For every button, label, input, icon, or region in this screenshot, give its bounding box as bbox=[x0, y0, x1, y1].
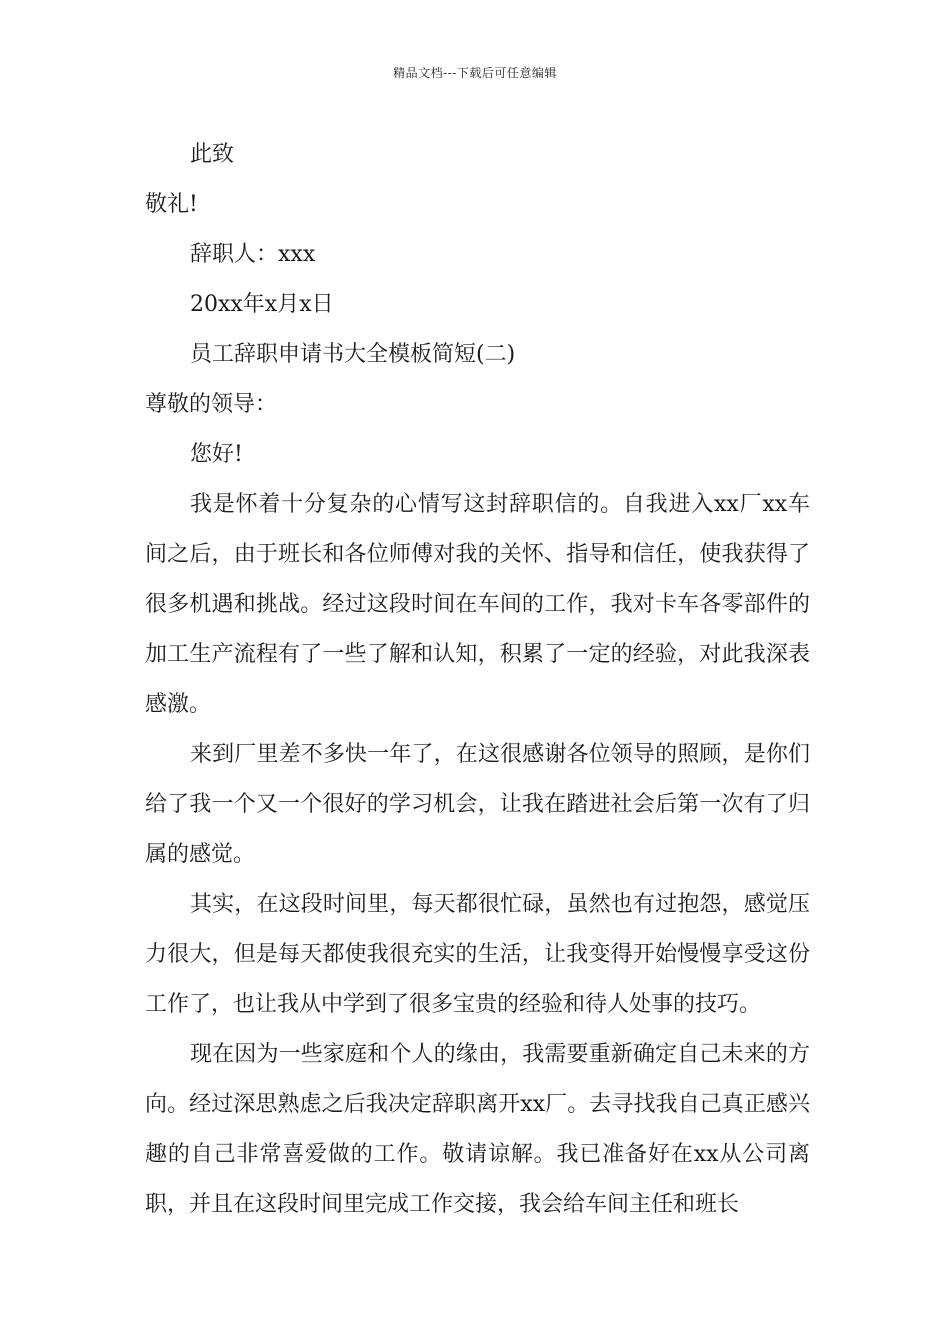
document-body bbox=[145, 130, 810, 1230]
closing-line: 此致 bbox=[190, 142, 235, 167]
letter-title: 员工辞职申请书大全模板简短(二) bbox=[190, 342, 516, 367]
date-line: 20xx年x月x日 bbox=[190, 292, 334, 317]
page-header: 精品文档---下载后可任意编辑 bbox=[393, 66, 557, 80]
signer-line: 辞职人：xxx bbox=[190, 242, 316, 267]
paragraph: 来到厂里差不多快一年了，在这很感谢各位领导的照顾，是你们给了我一个又一个很好的学习机会，让我在踏进社会后第一次有了归属的感觉。 bbox=[145, 742, 810, 867]
closing-salute: 敬礼! bbox=[145, 192, 198, 217]
paragraph: 其实，在这段时间里，每天都很忙碌，虽然也有过抱怨，感觉压力很大，但是每天都使我很充实的生活，让我变得开始慢慢享受这份工作了，也让我从中学到了很多宝贵的经验和待人处事的技巧。 bbox=[145, 892, 810, 1017]
paragraph: 现在因为一些家庭和个人的缘由，我需要重新确定自己未来的方向。经过深思熟虑之后我决定辞职离开xx厂。去寻找我自己真正感兴趣的自己非常喜爱做的工作。敬请谅解。我已准备好在xx从公司离职，并且在这段时间里完成工作交接，我会给车间主任和班长 bbox=[145, 1042, 810, 1217]
salutation: 尊敬的领导： bbox=[145, 392, 278, 417]
paragraph: 我是怀着十分复杂的心情写这封辞职信的。自我进入xx厂xx车间之后，由于班长和各位师傅对我的关怀、指导和信任，使我获得了很多机遇和挑战。经过这段时间在车间的工作，我对卡车各零部件的加工生产流程有了一些了解和认知，积累了一定的经验，对此我深表感激。 bbox=[145, 492, 810, 717]
greeting: 您好! bbox=[190, 442, 243, 467]
